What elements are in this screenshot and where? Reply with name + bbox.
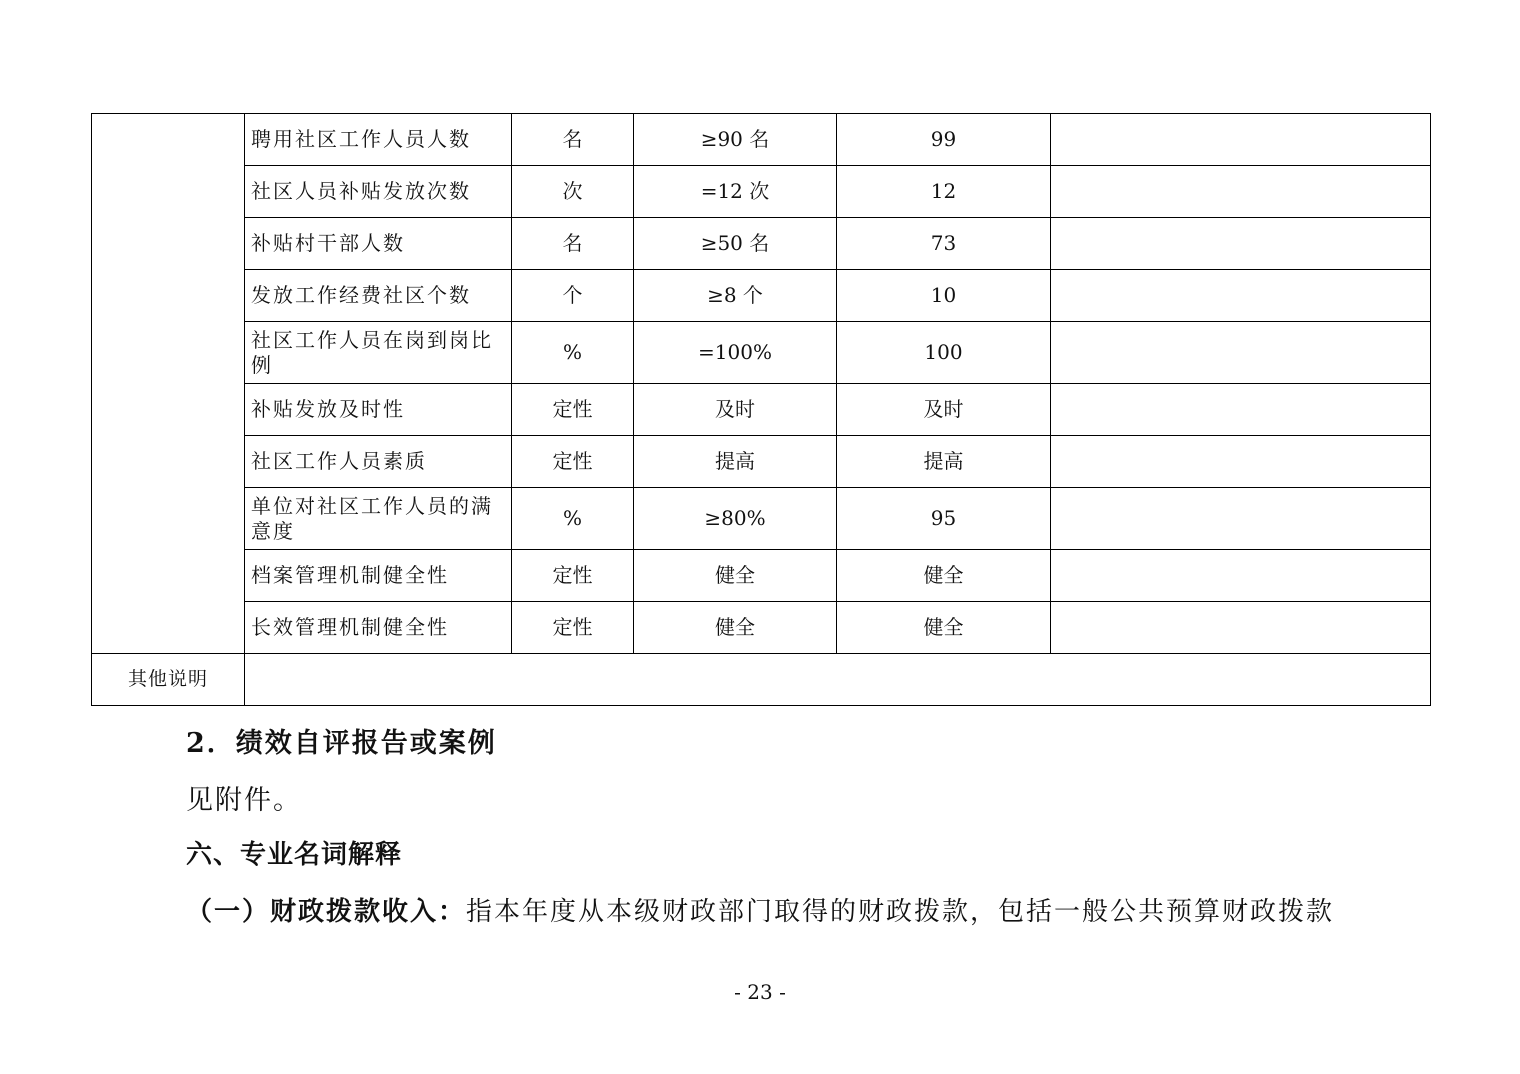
indicator-note [1051, 488, 1431, 550]
indicator-note [1051, 602, 1431, 654]
table-row [92, 270, 1431, 322]
category-cell [92, 114, 245, 654]
indicator-note [1051, 436, 1431, 488]
indicator-name: 档案管理机制健全性 [245, 550, 512, 602]
indicator-target: 及时 [634, 384, 837, 436]
indicator-unit: 定性 [512, 602, 634, 654]
indicator-actual: 健全 [837, 550, 1051, 602]
table-row [92, 218, 1431, 270]
term-title: （一）财政拨款收入： [186, 897, 467, 927]
indicator-actual: 健全 [837, 602, 1051, 654]
indicator-unit: 次 [512, 166, 634, 218]
indicator-target: 健全 [634, 550, 837, 602]
table-row [92, 488, 1431, 550]
indicator-unit: % [512, 322, 634, 384]
indicator-unit: 名 [512, 114, 634, 166]
indicator-note [1051, 384, 1431, 436]
section-2-heading: 2．绩效自评报告或案例 [186, 728, 497, 759]
indicator-name: 补贴发放及时性 [245, 384, 512, 436]
table-row [92, 436, 1431, 488]
indicator-target: ≥80% [634, 488, 837, 550]
indicator-actual: 10 [837, 270, 1051, 322]
indicator-unit: % [512, 488, 634, 550]
indicator-name: 社区人员补贴发放次数 [245, 166, 512, 218]
indicator-note [1051, 270, 1431, 322]
indicator-name: 社区工作人员在岗到岗比例 [245, 322, 512, 384]
indicator-actual: 100 [837, 322, 1051, 384]
indicator-unit: 定性 [512, 436, 634, 488]
indicator-actual: 提高 [837, 436, 1051, 488]
table-row [92, 550, 1431, 602]
table-row [92, 384, 1431, 436]
indicator-note [1051, 218, 1431, 270]
indicator-name: 聘用社区工作人员人数 [245, 114, 512, 166]
indicator-name: 补贴村干部人数 [245, 218, 512, 270]
indicator-unit: 定性 [512, 384, 634, 436]
indicator-note [1051, 322, 1431, 384]
other-notes-row [92, 654, 1431, 706]
table-row [92, 166, 1431, 218]
section-2-body: 见附件。 [186, 785, 302, 816]
indicator-actual: 95 [837, 488, 1051, 550]
indicator-name: 长效管理机制健全性 [245, 602, 512, 654]
indicator-target: ≥90 名 [634, 114, 837, 166]
indicator-note [1051, 166, 1431, 218]
section-6-heading: 六、专业名词解释 [186, 840, 403, 870]
term-description: 指本年度从本级财政部门取得的财政拨款，包括一般公共预算财政拨款 [466, 897, 1335, 927]
page-number: - 23 - [734, 980, 786, 1004]
other-notes-value [245, 654, 1431, 706]
indicator-target: 健全 [634, 602, 837, 654]
other-notes-label: 其他说明 [92, 654, 245, 706]
indicator-note [1051, 550, 1431, 602]
indicator-actual: 99 [837, 114, 1051, 166]
indicator-target: =100% [634, 322, 837, 384]
indicator-target: =12 次 [634, 166, 837, 218]
indicator-target: ≥8 个 [634, 270, 837, 322]
indicator-actual: 12 [837, 166, 1051, 218]
indicator-target: ≥50 名 [634, 218, 837, 270]
indicator-actual: 73 [837, 218, 1051, 270]
indicator-name: 发放工作经费社区个数 [245, 270, 512, 322]
indicator-unit: 名 [512, 218, 634, 270]
indicator-name: 社区工作人员素质 [245, 436, 512, 488]
indicator-note [1051, 114, 1431, 166]
table-row [92, 322, 1431, 384]
indicator-unit: 个 [512, 270, 634, 322]
performance-indicator-table [91, 113, 1431, 706]
indicator-target: 提高 [634, 436, 837, 488]
table-row [92, 602, 1431, 654]
indicator-unit: 定性 [512, 550, 634, 602]
term-definition-paragraph [186, 891, 1334, 928]
indicator-name: 单位对社区工作人员的满意度 [245, 488, 512, 550]
indicator-actual: 及时 [837, 384, 1051, 436]
table-row [92, 114, 1431, 166]
